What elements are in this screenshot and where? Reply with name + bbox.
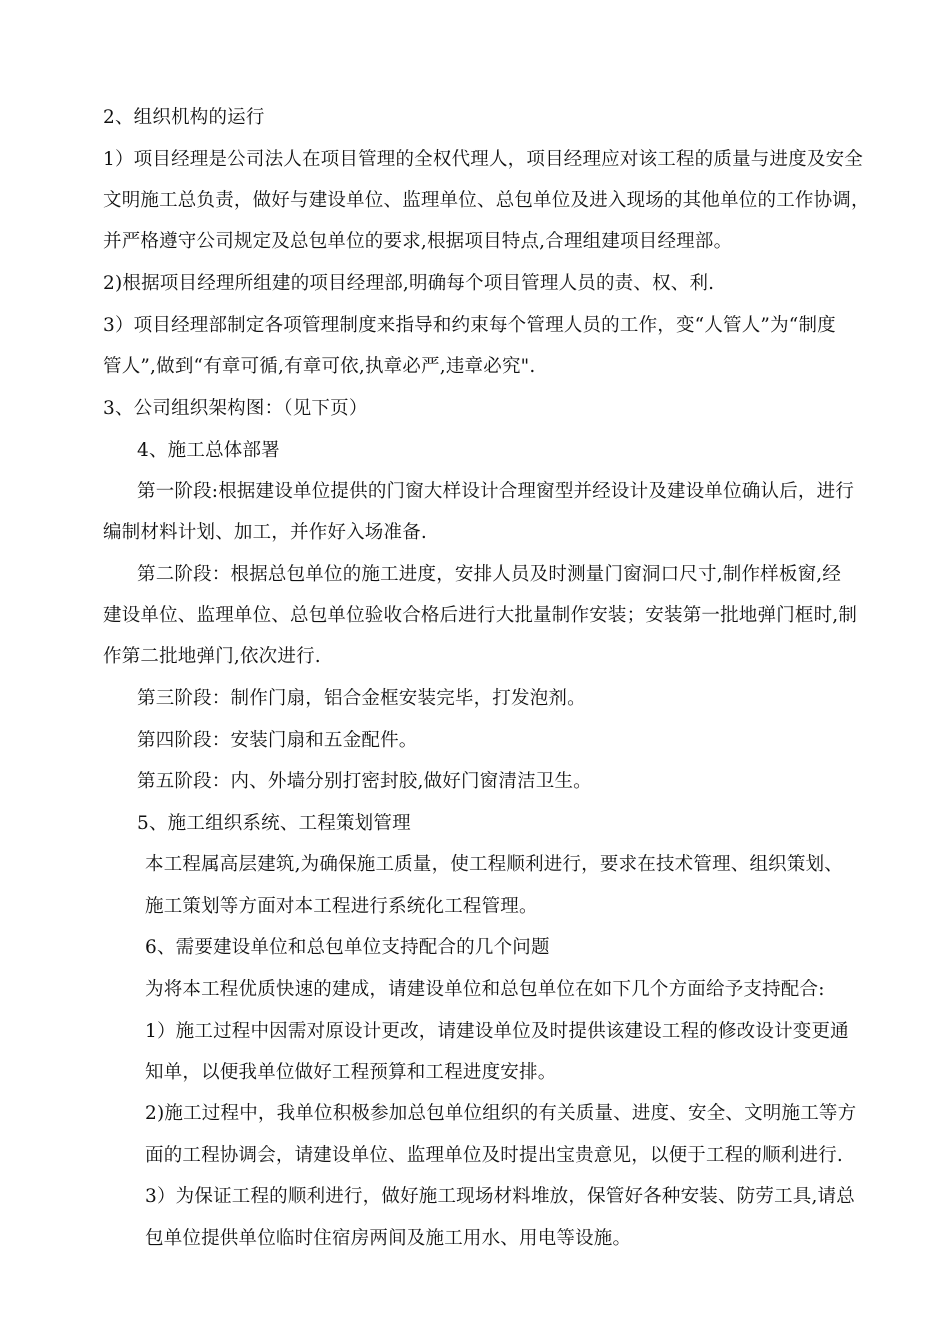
section-6-heading: 6、需要建设单位和总包单位支持配合的几个问题 [145,937,550,958]
stage-4: 第四阶段：安装门扇和五金配件。 [137,730,418,751]
section-6-intro: 为将本工程优质快速的建成，请建设单位和总包单位在如下几个方面给予支持配合: [145,979,825,1000]
section-5-heading: 5、施工组织系统、工程策划管理 [137,813,411,834]
stage-5: 第五阶段：内、外墙分别打密封胶,做好门窗清洁卫生。 [137,771,592,792]
stage-2-line-1: 第二阶段：根据总包单位的施工进度，安排人员及时测量门窗洞口尺寸,制作样板窗,经 [137,564,842,585]
section-2-item-3-line-2: 管人”,做到“有章可循,有章可依,执章必严,违章必究". [103,356,536,377]
section-2-item-1-line-1: 1）项目经理是公司法人在项目管理的全权代理人，项目经理应对该工程的质量与进度及安全 [103,149,863,170]
section-5-para-line-1: 本工程属高层建筑,为确保施工质量，使工程顺利进行，要求在技术管理、组织策划、 [145,854,843,875]
stage-1-line-1: 第一阶段:根据建设单位提供的门窗大样设计合理窗型并经设计及建设单位确认后，进行 [137,481,855,502]
section-2-item-2-line-1: 2)根据项目经理所组建的项目经理部,明确每个项目管理人员的责、权、利. [103,273,715,294]
section-4-heading: 4、施工总体部署 [137,440,280,461]
section-6-item-2-line-2: 面的工程协调会，请建设单位、监理单位及时提出宝贵意见，以便于工程的顺利进行. [145,1145,843,1166]
stage-3: 第三阶段：制作门扇，铝合金框安装完毕，打发泡剂。 [137,688,586,709]
section-5-para-line-2: 施工策划等方面对本工程进行系统化工程管理。 [145,896,538,917]
section-2-item-3-line-1: 3）项目经理部制定各项管理制度来指导和约束每个管理人员的工作，变“人管人”为“制度 [103,315,836,336]
section-2-heading: 2、组织机构的运行 [103,107,265,128]
section-3-heading: 3、公司组织架构图：（见下页） [103,398,368,419]
stage-1-line-2: 编制材料计划、加工，并作好入场准备. [103,522,427,543]
section-6-item-1-line-2: 知单，以便我单位做好工程预算和工程进度安排。 [145,1062,557,1083]
section-2-item-1-line-2: 文明施工总负责，做好与建设单位、监理单位、总包单位及进入现场的其他单位的工作协调， [103,190,870,211]
section-6-item-3-line-1: 3）为保证工程的顺利进行，做好施工现场材料堆放，保管好各种安装、防劳工具,请总 [145,1186,855,1207]
section-6-item-2-line-1: 2)施工过程中，我单位积极参加总包单位组织的有关质量、进度、安全、文明施工等方 [145,1103,857,1124]
section-2-item-1-line-3: 并严格遵守公司规定及总包单位的要求,根据项目特点,合理组建项目经理部。 [103,231,733,252]
section-6-item-1-line-1: 1）施工过程中因需对原设计更改，请建设单位及时提供该建设工程的修改设计变更通 [145,1021,849,1042]
stage-2-line-3: 作第二批地弹门,依次进行. [103,646,321,667]
stage-2-line-2: 建设单位、监理单位、总包单位验收合格后进行大批量制作安装；安装第一批地弹门框时,制 [103,605,858,626]
section-6-item-3-line-2: 包单位提供单位临时住宿房两间及施工用水、用电等设施。 [145,1228,632,1249]
